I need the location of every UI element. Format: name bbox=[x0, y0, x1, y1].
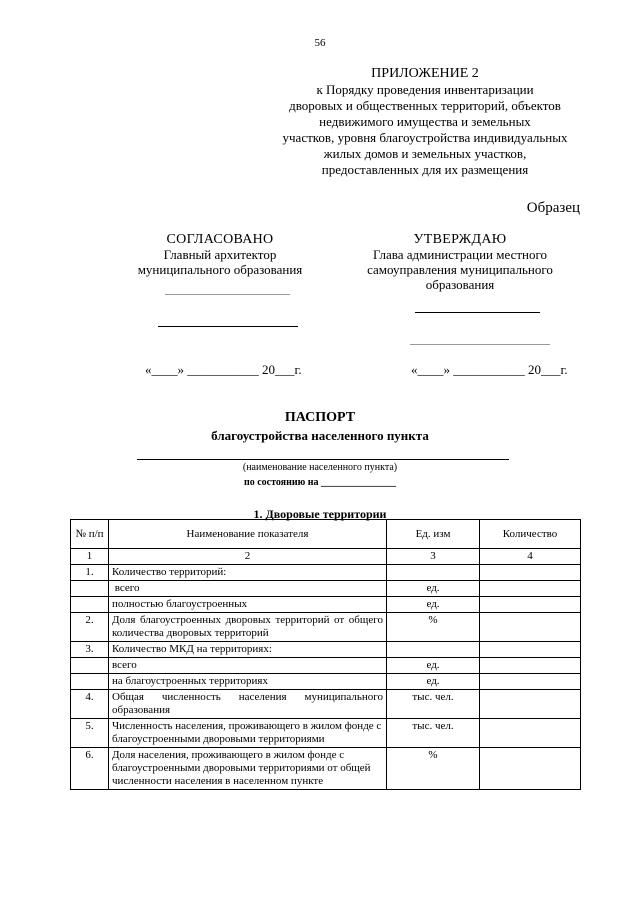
agreed-name-line bbox=[165, 294, 290, 295]
section-title: 1. Дворовые территории bbox=[253, 507, 387, 521]
appendix-line: дворовых и общественных территорий, объектов bbox=[289, 98, 561, 113]
table-row bbox=[71, 642, 581, 658]
row-quantity bbox=[480, 565, 581, 581]
row-quantity bbox=[480, 597, 581, 613]
column-number: 2 bbox=[109, 549, 387, 565]
approve-organization: самоуправления муниципального bbox=[367, 262, 553, 277]
approve-name-line bbox=[410, 344, 550, 345]
row-unit: % bbox=[387, 613, 480, 642]
as-of-date: по состоянию на _______________ bbox=[243, 477, 397, 488]
row-name: всего bbox=[109, 658, 387, 674]
column-number: 4 bbox=[480, 549, 581, 565]
table-row bbox=[71, 658, 581, 674]
appendix-line: к Порядку проведения инвентаризации bbox=[316, 82, 534, 97]
table-row bbox=[71, 719, 581, 748]
row-name: Количество МКД на территориях: bbox=[109, 642, 387, 658]
sample-label: Образец bbox=[526, 200, 580, 216]
agreed-signature-line bbox=[158, 326, 298, 327]
header-number: № п/п bbox=[71, 520, 109, 549]
row-unit: ед. bbox=[387, 581, 480, 597]
settlement-name-line bbox=[137, 459, 509, 460]
row-number: 5. bbox=[71, 719, 109, 748]
approve-date: «____» ___________ 20___г. bbox=[411, 362, 568, 377]
row-name: полностью благоустроенных bbox=[109, 597, 387, 613]
approve-block bbox=[345, 232, 575, 292]
row-quantity bbox=[480, 658, 581, 674]
yard-territories-table bbox=[70, 519, 581, 790]
row-name: Общая численность населения муниципального образования bbox=[109, 690, 387, 719]
row-quantity bbox=[480, 581, 581, 597]
row-name: Доля населения, проживающего в жилом фонде с благоустроенными дворовыми территориями от общей численности населения в населенном пункте bbox=[109, 748, 387, 790]
agreed-block bbox=[110, 232, 330, 277]
row-name: Численность населения, проживающего в жилом фонде с благоустроенными дворовыми территориями bbox=[109, 719, 387, 748]
header-unit: Ед. изм bbox=[387, 520, 480, 549]
table-row bbox=[71, 581, 581, 597]
row-number: 2. bbox=[71, 613, 109, 642]
table-row bbox=[71, 690, 581, 719]
row-number: 3. bbox=[71, 642, 109, 658]
appendix-heading: ПРИЛОЖЕНИЕ 2 bbox=[371, 66, 479, 81]
row-quantity bbox=[480, 642, 581, 658]
row-number bbox=[71, 581, 109, 597]
row-name: Количество территорий: bbox=[109, 565, 387, 581]
passport-subtitle: благоустройства населенного пункта bbox=[211, 428, 429, 443]
row-name: Доля благоустроенных дворовых территорий от общего количества дворовых территорий bbox=[109, 613, 387, 642]
passport-title: ПАСПОРТ bbox=[284, 410, 356, 425]
table-row bbox=[71, 674, 581, 690]
row-number bbox=[71, 674, 109, 690]
row-unit: ед. bbox=[387, 658, 480, 674]
row-unit: % bbox=[387, 748, 480, 790]
row-quantity bbox=[480, 613, 581, 642]
row-quantity bbox=[480, 690, 581, 719]
row-unit: тыс. чел. bbox=[387, 719, 480, 748]
row-number: 1. bbox=[71, 565, 109, 581]
header-quantity: Количество bbox=[480, 520, 581, 549]
approve-position: Глава администрации местного bbox=[372, 247, 547, 262]
row-quantity bbox=[480, 748, 581, 790]
row-number bbox=[71, 658, 109, 674]
row-unit bbox=[387, 642, 480, 658]
appendix-line: участков, уровня благоустройства индивидуальных bbox=[282, 130, 568, 145]
column-number-row bbox=[71, 549, 581, 565]
row-name: на благоустроенных территориях bbox=[109, 674, 387, 690]
row-unit: тыс. чел. bbox=[387, 690, 480, 719]
appendix-block bbox=[260, 66, 590, 178]
column-number: 3 bbox=[387, 549, 480, 565]
table-header-row bbox=[71, 520, 581, 549]
settlement-name-note: (наименование населенного пункта) bbox=[242, 462, 398, 473]
table-row bbox=[71, 613, 581, 642]
agreed-date: «____» ___________ 20___г. bbox=[145, 362, 302, 377]
header-name: Наименование показателя bbox=[109, 520, 387, 549]
appendix-line: недвижимого имущества и земельных bbox=[319, 114, 531, 129]
column-number: 1 bbox=[71, 549, 109, 565]
row-unit: ед. bbox=[387, 597, 480, 613]
row-number: 6. bbox=[71, 748, 109, 790]
row-number bbox=[71, 597, 109, 613]
appendix-line: жилых домов и земельных участков, bbox=[323, 146, 527, 161]
row-quantity bbox=[480, 719, 581, 748]
approve-organization-cont: образования bbox=[425, 277, 495, 292]
page-number: 56 bbox=[314, 37, 326, 49]
agreed-organization: муниципального образования bbox=[137, 262, 303, 277]
approve-signature-line bbox=[415, 312, 540, 313]
table-row bbox=[71, 565, 581, 581]
table-row bbox=[71, 597, 581, 613]
agreed-position: Главный архитектор bbox=[163, 247, 277, 262]
approve-caption: УТВЕРЖДАЮ bbox=[413, 232, 507, 247]
row-quantity bbox=[480, 674, 581, 690]
table-row bbox=[71, 748, 581, 790]
appendix-line: предоставленных для их размещения bbox=[321, 162, 529, 177]
row-name: всего bbox=[109, 581, 387, 597]
row-unit bbox=[387, 565, 480, 581]
agreed-caption: СОГЛАСОВАНО bbox=[166, 232, 274, 247]
row-number: 4. bbox=[71, 690, 109, 719]
row-unit: ед. bbox=[387, 674, 480, 690]
